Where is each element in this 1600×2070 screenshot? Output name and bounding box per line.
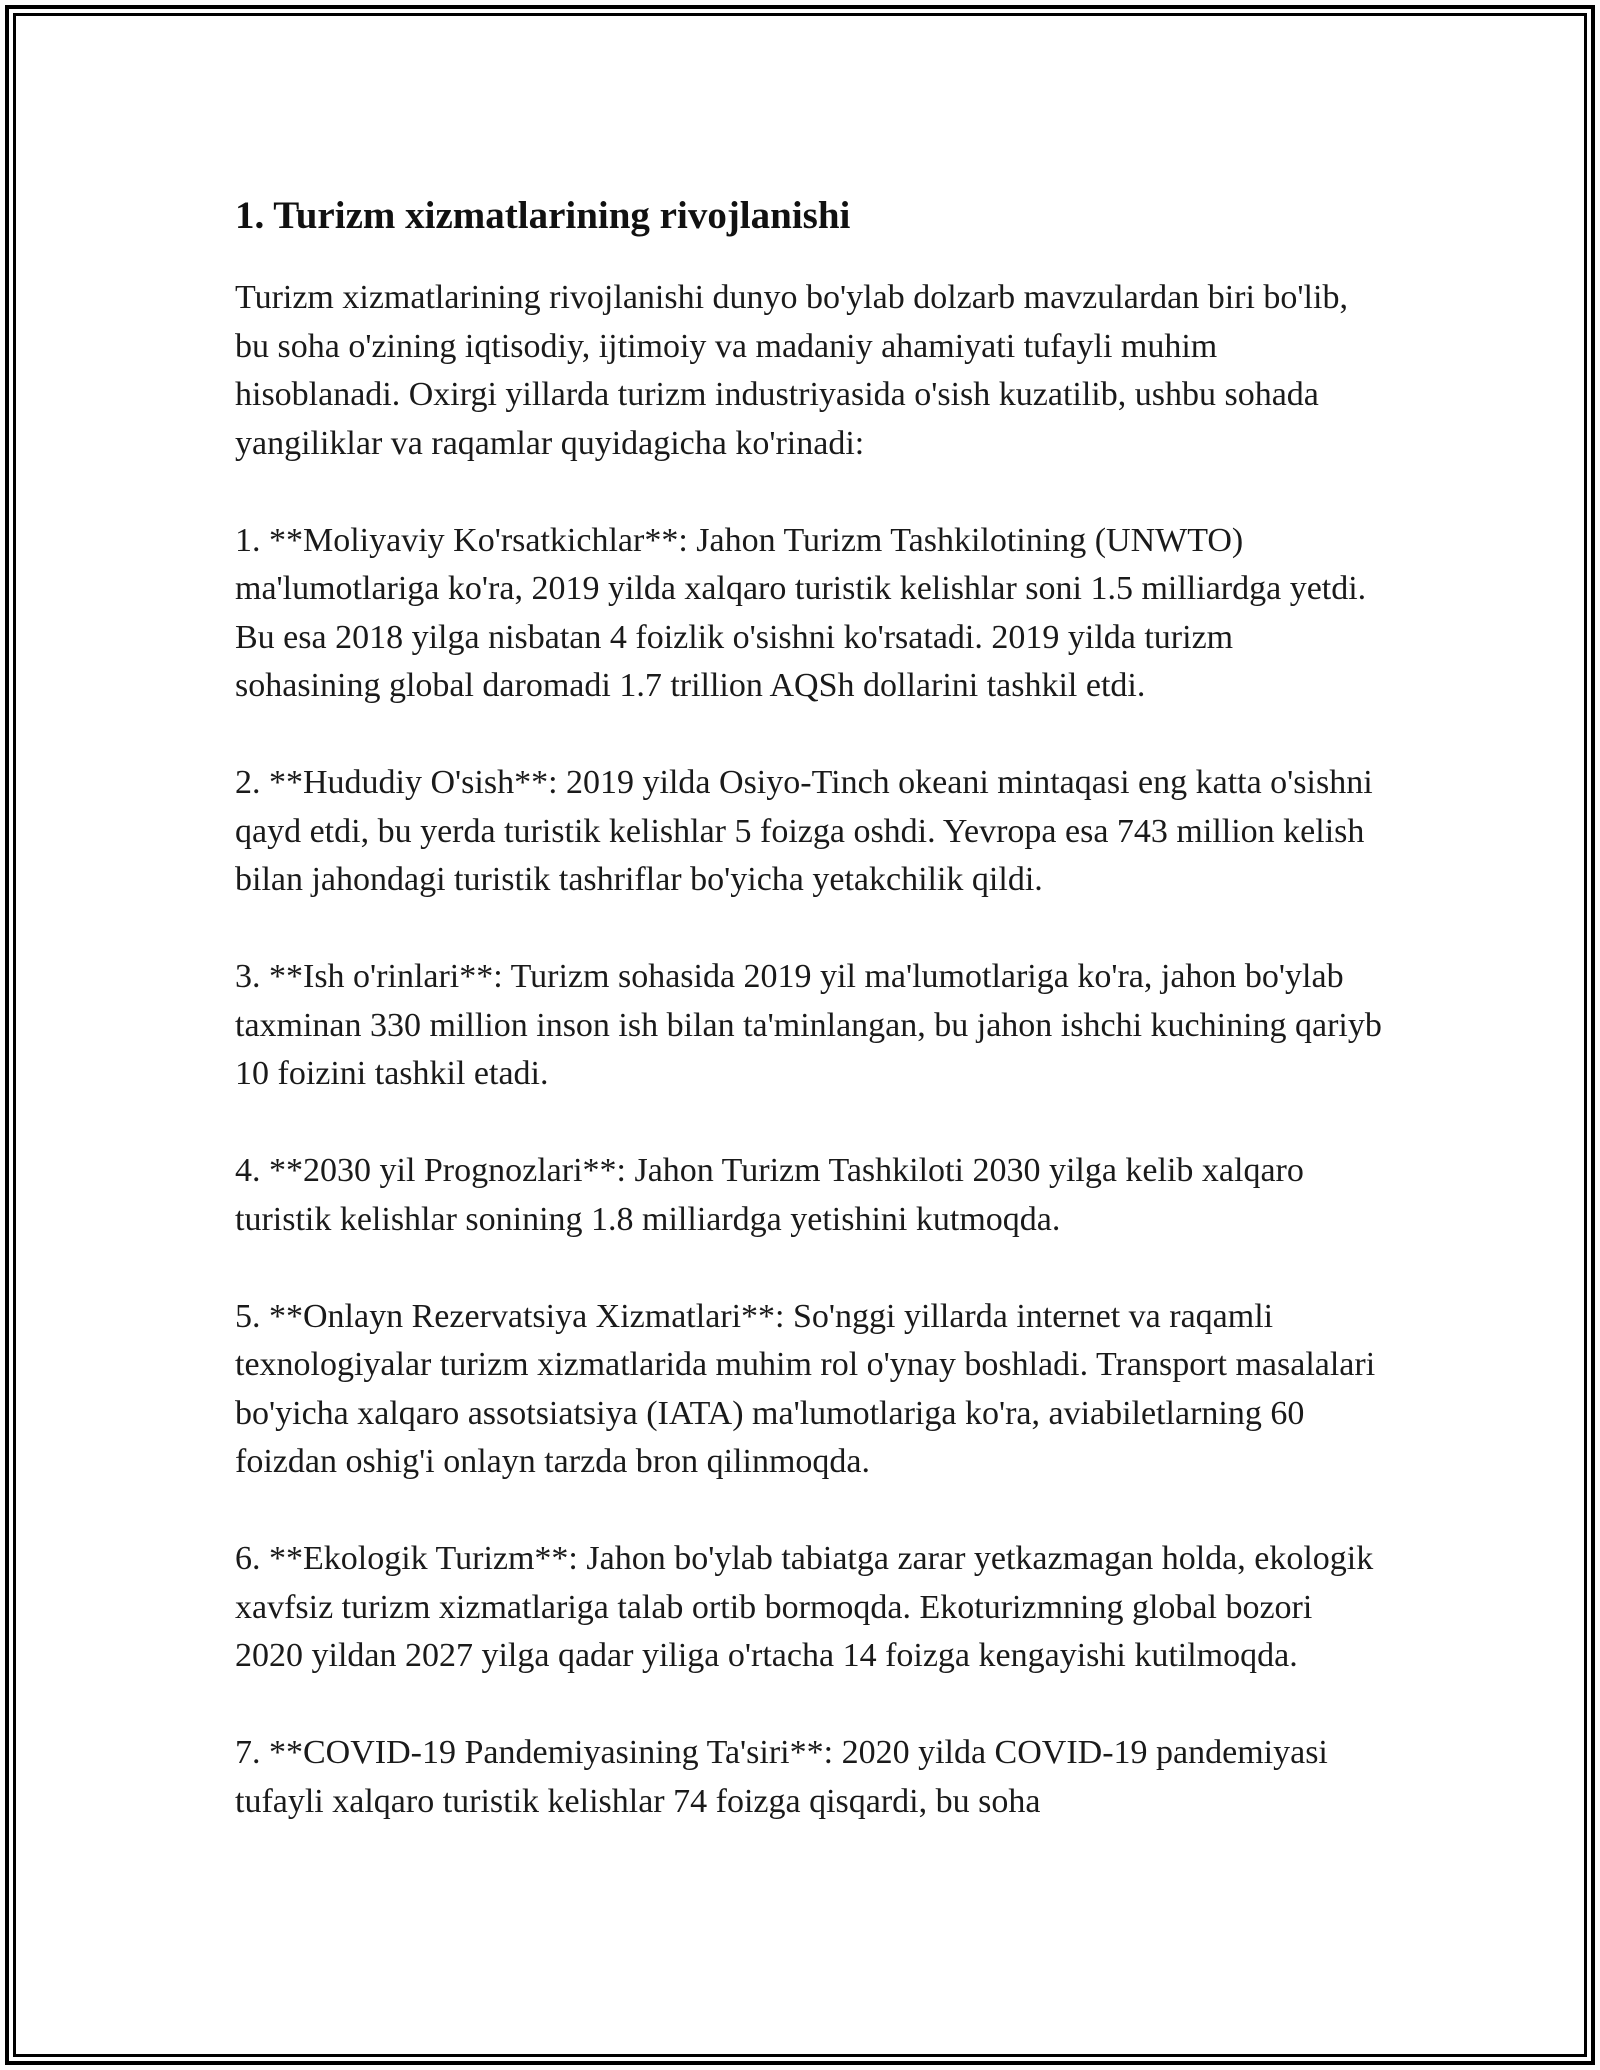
- document-body: [235, 188, 1385, 1826]
- list-item-jobs: 3. **Ish o'rinlari**: Turizm sohasida 2019 yil ma'lumotlariga ko'ra, jahon bo'ylab taxminan 330 million inson ish bilan ta'minlangan, bu jahon ishchi kuchining qariyb 10 foizini tashkil etadi.: [235, 958, 1382, 1092]
- section-heading: 1. Turizm xizmatlarining rivojlanishi: [235, 194, 851, 237]
- list-item-covid-impact: 7. **COVID-19 Pandemiyasining Ta'siri**: 2020 yilda COVID-19 pandemiyasi tufayli xalqaro turistik kelishlar 74 foizga qisqardi, bu soha: [235, 1734, 1328, 1820]
- intro-paragraph: Turizm xizmatlarining rivojlanishi dunyo bo'ylab dolzarb mavzulardan biri bo'lib, bu soha o'zining iqtisodiy, ijtimoiy va madaniy ahamiyati tufayli muhim hisoblanadi. Oxirgi yillarda turizm industriyasida o'sish kuzatilib, ushbu sohada yangiliklar va raqamlar quyidagicha ko'rinadi:: [235, 279, 1348, 462]
- list-item-regional-growth: 2. **Hududiy O'sish**: 2019 yilda Osiyo-Tinch okeani mintaqasi eng katta o'sishni qayd etdi, bu yerda turistik kelishlar 5 foizga oshdi. Yevropa esa 743 million kelish bilan jahondagi turistik tashriflar bo'yicha yetakchilik qildi.: [235, 764, 1373, 898]
- list-item-financial-indicators: 1. **Moliyaviy Ko'rsatkichlar**: Jahon Turizm Tashkilotining (UNWTO) ma'lumotlariga ko'ra, 2019 yilda xalqaro turistik kelishlar soni 1.5 milliardga yetdi. Bu esa 2018 yilga nisbatan 4 foizlik o'sishni ko'rsatadi. 2019 yilda turizm sohasining global daromadi 1.7 trillion AQSh dollarini tashkil etdi.: [235, 521, 1367, 704]
- list-item-online-reservation: 5. **Onlayn Rezervatsiya Xizmatlari**: So'nggi yillarda internet va raqamli texnologiyalar turizm xizmatlarida muhim rol o'ynay boshladi. Transport masalalari bo'yicha xalqaro assotsiatsiya (IATA) ma'lumotlariga ko'ra, aviabiletlarning 60 foizdan oshig'i onlayn tarzda bron qilinmoqda.: [235, 1297, 1376, 1480]
- list-item-ecotourism: 6. **Ekologik Turizm**: Jahon bo'ylab tabiatga zarar yetkazmagan holda, ekologik xavfsiz turizm xizmatlariga talab ortib bormoqda. Ekoturizmning global bozori 2020 yildan 2027 yilga qadar yiliga o'rtacha 14 foizga kengayishi kutilmoqda.: [235, 1540, 1374, 1674]
- list-item-2030-forecasts: 4. **2030 yil Prognozlari**: Jahon Turizm Tashkiloti 2030 yilga kelib xalqaro turistik kelishlar sonining 1.8 milliardga yetishini kutmoqda.: [235, 1152, 1304, 1238]
